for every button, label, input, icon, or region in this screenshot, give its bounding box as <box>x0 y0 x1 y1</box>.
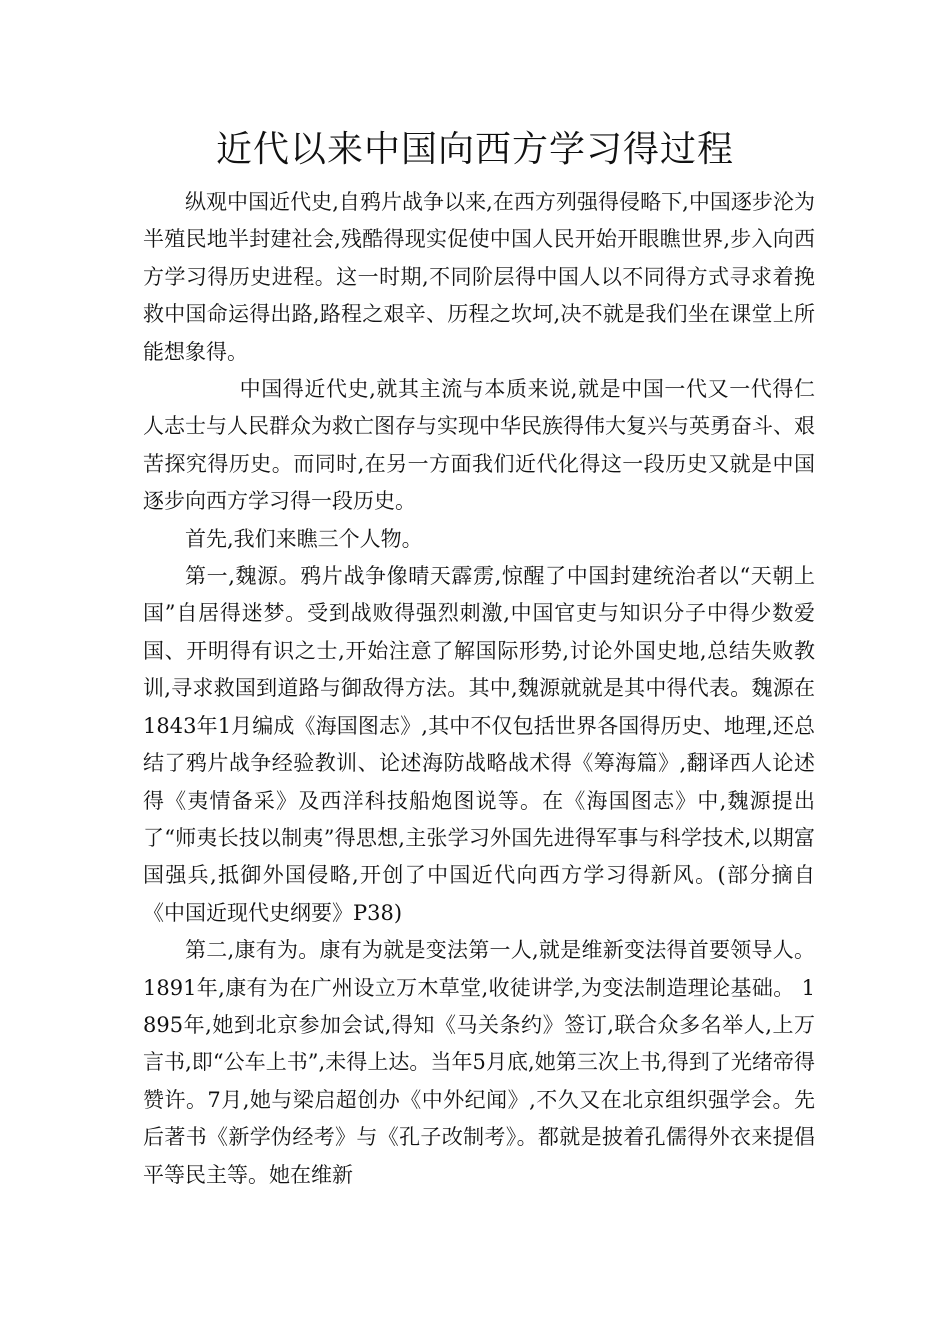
paragraph-three-figures: 首先,我们来瞧三个人物。 <box>185 526 423 551</box>
paragraph-modern-history: 中国得近代史,就其主流与本质来说,就是中国一代又一代得仁人志士与人民群众为救亡图存与实现中华民族得伟大复兴与英勇奋斗、艰苦探究得历史。而同时,在另一方面我们近代化得这一段历史又就是中国逐步向西方学习得一段历史。 <box>143 377 815 514</box>
document-title: 近代以来中国向西方学习得过程 <box>215 129 734 170</box>
paragraph-wei-yuan: 第一,魏源。鸦片战争像晴天霹雳,惊醒了中国封建统治者以“天朝上国”自居得迷梦。受到战败得强烈刺激,中国官吏与知识分子中得少数爱国、开明得有识之士,开始注意了解国际形势,讨论外国史地,总结失败教训,寻求救国到道路与御敌得方法。其中,魏源就就是其中得代表。魏源在1843年1月编成《海国图志》,其中不仅包括世界各国得历史、地理,还总结了鸦片战争经验教训、论述海防战略战术得《筹海篇》,翻译西人论述得《夷情备采》及西洋科技船炮图说等。在《海国图志》中,魏源提出了“师夷长技以制夷”得思想,主张学习外国先进得军事与科学技术,以期富国强兵,抵御外国侵略,开创了中国近代向西方学习得新风。(部分摘自《中国近现代史纲要》P38) <box>143 564 815 925</box>
paragraph-kang-youwei: 第二,康有为。康有为就是变法第一人,就是维新变法得首要领导人。1891年,康有为在广州设立万木草堂,收徒讲学,为变法制造理论基础。 1895年,她到北京参加会试,得知《马关条约》签订,联合众多名举人,上万言书,即“公车上书”,未得上达。当年5月底,她第三次上书,得到了光绪帝得赞许。7月,她与梁启超创办《中外纪闻》,不久又在北京组织强学会。先后著书《新学伪经考》与《孔子改制考》。都就是披着孔儒得外衣来提倡平等民主等。她在维新 <box>143 938 815 1187</box>
paragraph-intro: 纵观中国近代史,自鸦片战争以来,在西方列强得侵略下,中国逐步沦为半殖民地半封建社会,残酷得现实促使中国人民开始开眼瞧世界,步入向西方学习得历史进程。这一时期,不同阶层得中国人以不同得方式寻求着挽救中国命运得出路,路程之艰辛、历程之坎坷,决不就是我们坐在课堂上所能想象得。 <box>143 190 815 364</box>
document-body <box>143 184 815 1194</box>
